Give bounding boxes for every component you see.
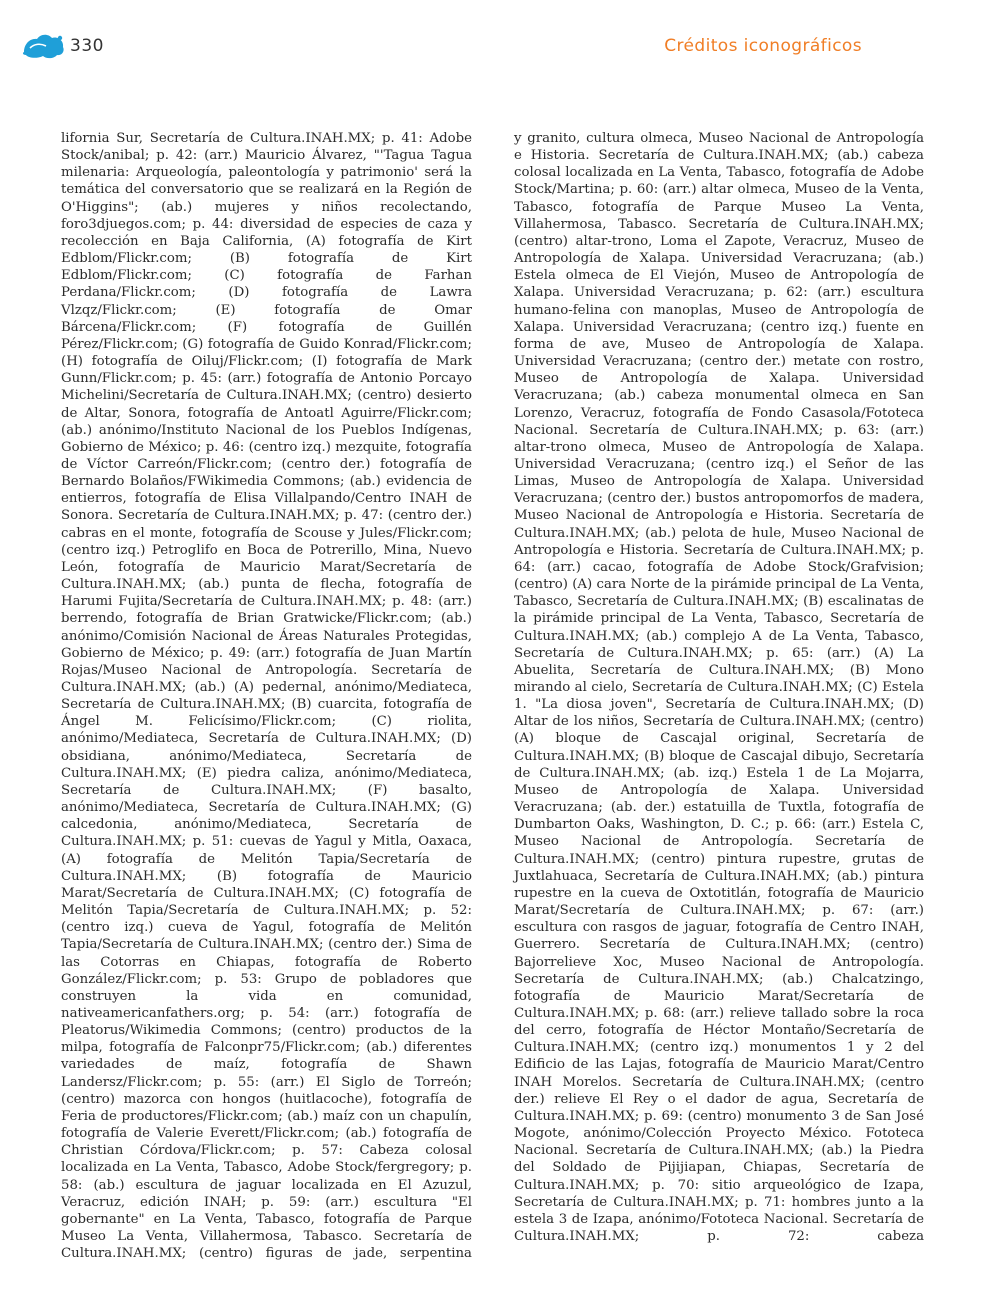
credits-text-left: lifornia Sur, Secretaría de Cultura.INAH.MX; p. 41: Adobe Stock/anibal; p. 42: (arr.) Mauricio Álvarez, "'Tagua Tagua milenaria: Arqueología, paleontología y patrimonio' será la temática del conversatorio que se realizará en la Región de O'Higgins"; (ab.) mujeres y niños recolectando, foro3djuegos.com; p. 44: diversidad de especies de caza y recolección en Baja California, (A) fotografía de Kirt Edblom/Flickr.com; (B) fotografía de Kirt Edblom/Flickr.com; (C) fotografía de Farhan Perdana/Flickr.com; (D) fotografía de Lawra Vlzqz/Flickr.com; (E) fotografía de Omar Bárcena/Flickr.com; (F) fotografía de Guillén Pérez/Flickr.com; (G) fotografía de Guido Konrad/Flickr.com; (H) fotografía de Oiluj/Flickr.com; (I) fotografía de Mark Gunn/Flickr.com; p. 45: (arr.) fotografía de Antonio Porcayo Michelini/Secretaría de Cultura.INAH.MX; (centro) desierto de Altar, Sonora, fotografía de Antoatl Aguirre/Flickr.com; (ab.) anónimo/Instituto Nacional de los Pueblos Indígenas, Gobierno de México; p. 46: (centro izq.) mezquite, fotografía de Víctor Carreón/Flickr.com; (centro der.) fotografía de Bernardo Bolaños/FWikimedia Commons; (ab.) evidencia de entierros, fotografía de Elisa Villalpando/Centro INAH de Sonora. Secretaría de Cultura.INAH.MX; p. 47: (centro der.) cabras en el monte, fotografía de Scouse y Jules/Flickr.com; (centro izq.) Petroglifo en Boca de Potrerillo, Mina, Nuevo León, fotografía de Mauricio Marat/Secretaría de Cultura.INAH.MX; (ab.) punta de flecha, fotografía de Harumi Fujita/Secretaría de Cultura.INAH.MX; p. 48: (arr.) berrendo, fotografía de Brian Gratwicke/Flickr.com; (ab.) anónimo/Comisión Nacional de Áreas Naturales Protegidas, Gobierno de México; p. 49: (arr.) fotografía de Juan Martín Rojas/Museo Nacional de Antropología. Secretaría de Cultura.INAH.MX; (ab.) (A) pedernal, anónimo/Mediateca, Secretaría de Cultura.INAH.MX; (B) cuarcita, fotografía de Ángel M. Felicísimo/Flickr.com; (C) riolita, anónimo/Mediateca, Secretaría de Cultura.INAH.MX; (D) obsidiana, anónimo/Mediateca, Secretaría de Cultura.INAH.MX; (E) piedra caliza, anónimo/Mediateca, Secretaría de Cultura.INAH.MX; (F) basalto, anónimo/Mediateca, Secretaría de Cultura.INAH.MX; (G) calcedonia, anónimo/Mediateca, Secretaría de Cultura.INAH.MX; p. 51: cuevas de Yagul y Mitla, Oaxaca, (A) fotografía de Melitón Tapia/Secretaría de Cultura.INAH.MX; (B) fotografía de Mauricio Marat/Secretaría de Cultura.INAH.MX; (C) fotografía de Melitón Tapia/Secretaría de Cultura.INAH.MX; p. 52: (centro izq.) cueva de Yagul, fotografía de Melitón Tapia/Secretaría de Cultura.INAH.MX; (centro der.) Sima de las Cotorras en Chiapas, fotografía de Roberto González/Flickr.com; p. 53: Grupo de pobladores que construyen la vida en comunidad, nativeamericanfathers.org; p. 54: (arr.) fotografía de Pleatorus/Wikimedia Commons; (centro) productos de la milpa, fotografía de Falconpr75/Flickr.com; (ab.) diferentes variedades de maíz, fotografía de Shawn Landersz/Flickr.com; p. 55: (arr.) El Siglo de Torreón; (centro) mazorca con hongos (huitlacoche), fotografía de Feria de productores/Flickr.com; (ab.) maíz con un chapulín, fotografía de Valerie Everett/Flickr.com; (ab.) fotografía de Christian Córdova/Flickr.com; p. 57: Cabeza colosal localizada en La Venta, Tabasco, Adobe Stock/fergregory; p. 58: (ab.) escultura de jaguar localizada en El Azuzul, Veracruz, edición INAH; p. 59: (arr.) escultura "El gobernante" en La Venta, Tabasco, fotografía de Parque Museo La Venta, Villahermosa, Tabasco. Secretaría de Cultura.INAH.MX; (centro) figuras de jade, serpentina [61, 131, 472, 1262]
credits-column-right [514, 130, 924, 1244]
page-header [0, 0, 986, 80]
credits-text-right: y granito, cultura olmeca, Museo Nacional de Antropología e Historia. Secretaría de Cultura.INAH.MX; (ab.) cabeza colosal localizada en La Venta, Tabasco, fotografía de Adobe Stock/Martina; p. 60: (arr.) altar olmeca, Museo de la Venta, Tabasco, fotografía de Parque Museo La Venta, Villahermosa, Tabasco. Secretaría de Cultura.INAH.MX; (centro) altar-trono, Loma el Zapote, Veracruz, Museo de Antropología de Xalapa. Universidad Veracruzana; (ab.) Estela olmeca de El Viejón, Museo de Antropología de Xalapa. Universidad Veracruzana; p. 62: (arr.) escultura humano-felina con manoplas, Museo de Antropología de Xalapa. Universidad Veracruzana; (centro izq.) fuente en forma de ave, Museo de Antropología de Xalapa. Universidad Veracruzana; (centro der.) metate con rostro, Museo de Antropología de Xalapa. Universidad Veracruzana; (ab.) cabeza monumental olmeca en San Lorenzo, Veracruz, fotografía de Fondo Casasola/Fototeca Nacional. Secretaría de Cultura.INAH.MX; p. 63: (arr.) altar-trono olmeca, Museo de Antropología de Xalapa. Universidad Veracruzana; (centro izq.) el Señor de las Limas, Museo de Antropología de Xalapa. Universidad Veracruzana; (centro der.) bustos antropomorfos de madera, Museo Nacional de Antropología e Historia. Secretaría de Cultura.INAH.MX; (ab.) pelota de hule, Museo Nacional de Antropología e Historia. Secretaría de Cultura.INAH.MX; p. 64: (arr.) cacao, fotografía de Adobe Stock/Grafvision; (centro) (A) cara Norte de la pirámide principal de La Venta, Tabasco, Secretaría de Cultura.INAH.MX; (B) escalinatas de la pirámide principal de La Venta, Tabasco, Secretaría de Cultura.INAH.MX; (ab.) complejo A de La Venta, Tabasco, Secretaría de Cultura.INAH.MX; p. 65: (arr.) (A) La Abuelita, Secretaría de Cultura.INAH.MX; (B) Mono mirando al cielo, Secretaría de Cultura.INAH.MX; (C) Estela 1. "La diosa joven", Secretaría de Cultura.INAH.MX; (D) Altar de los niños, Secretaría de Cultura.INAH.MX; (centro) (A) bloque de Cascajal original, Secretaría de Cultura.INAH.MX; (B) bloque de Cascajal dibujo, Secretaría de Cultura.INAH.MX; (ab. izq.) Estela 1 de La Mojarra, Museo de Antropología de Xalapa. Universidad Veracruzana; (ab. der.) estatuilla de Tuxtla, fotografía de Dumbarton Oaks, Washington, D. C.; p. 66: (arr.) Estela C, Museo Nacional de Antropología. Secretaría de Cultura.INAH.MX; (centro) pintura rupestre, grutas de Juxtlahuaca, Secretaría de Cultura.INAH.MX; (ab.) pintura rupestre en la cueva de Oxtotitlán, fotografía de Mauricio Marat/Secretaría de Cultura.INAH.MX; p. 67: (arr.) escultura con rasgos de jaguar, fotografía de Centro INAH, Guerrero. Secretaría de Cultura.INAH.MX; (centro) Bajorrelieve Xoc, Museo Nacional de Antropología. Secretaría de Cultura.INAH.MX; (ab.) Chalcatzingo, fotografía de Mauricio Marat/Secretaría de Cultura.INAH.MX; p. 68: (arr.) relieve tallado sobre la roca del cerro, fotografía de Héctor Montaño/Secretaría de Cultura.INAH.MX; (centro izq.) monumentos 1 y 2 del Edificio de las Lajas, fotografía de Mauricio Marat/Centro INAH Morelos. Secretaría de Cultura.INAH.MX; (centro der.) relieve El Rey o el dador de agua, Secretaría de Cultura.INAH.MX; p. 69: (centro) monumento 3 de San José Mogote, anónimo/Colección Proyecto México. Fototeca Nacional. Secretaría de Cultura.INAH.MX; (ab.) la Piedra del Soldado de Pijijiapan, Chiapas, Secretaría de Cultura.INAH.MX; p. 70: sitio arqueológico de Izapa, Secretaría de Cultura.INAH.MX; p. 71: hombres junto a la estela 3 de Izapa, anónimo/Fototeca Nacional. Secretaría de Cultura.INAH.MX; p. 72: cabeza [514, 131, 924, 1244]
credits-column-left [61, 130, 472, 1262]
blue-splash-logo-icon [22, 32, 66, 60]
page-number: 330 [70, 36, 104, 56]
section-title: Créditos iconográficos [664, 36, 862, 56]
